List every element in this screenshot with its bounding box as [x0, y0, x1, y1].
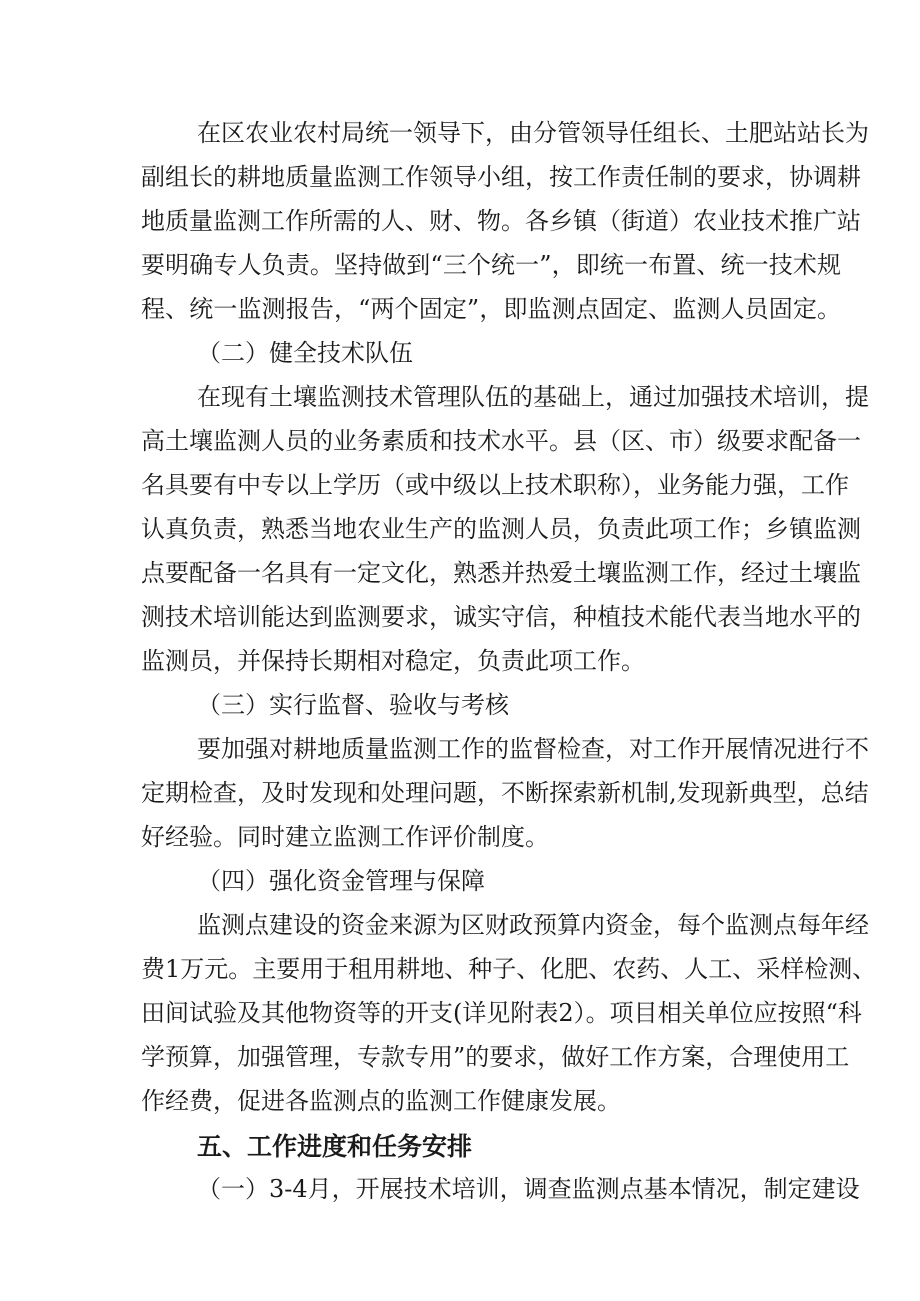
paragraph-line: 学预算，加强管理，专款专用”的要求，做好工作方案，合理使用工: [141, 1043, 850, 1071]
paragraph-line: 监测点建设的资金来源为区财政预算内资金，每个监测点每年经: [197, 911, 869, 939]
paragraph-line: 监测员，并保持长期相对稳定，负责此项工作。: [141, 647, 645, 675]
paragraph-line: 费1万元。主要用于租用耕地、种子、化肥、农药、人工、采样检测、: [141, 955, 877, 983]
paragraph-line: 程、统一监测报告，“两个固定”，即监测点固定、监测人员固定。: [141, 295, 841, 323]
paragraph-line: 高土壤监测人员的业务素质和技术水平。县（区、市）级要求配备一: [141, 427, 861, 455]
paragraph-line: 好经验。同时建立监测工作评价制度。: [141, 823, 549, 851]
paragraph-line: 名具要有中专以上学历（或中级以上技术职称），业务能力强，工作: [141, 471, 849, 499]
paragraph-line: 测技术培训能达到监测要求，诚实守信，种植技术能代表当地水平的: [141, 603, 861, 631]
paragraph-line: 地质量监测工作所需的人、财、物。各乡镇（街道）农业技术推广站: [141, 207, 861, 235]
paragraph-line: 点要配备一名具有一定文化，熟悉并热爱土壤监测工作，经过土壤监: [141, 559, 861, 587]
section-subheading: （三）实行监督、验收与考核: [197, 691, 509, 719]
paragraph-line: 定期检查，及时发现和处理问题，不断探索新机制,发现新典型，总结: [141, 779, 869, 807]
section-subheading: （四）强化资金管理与保障: [197, 867, 485, 895]
paragraph-line: 作经费，促进各监测点的监测工作健康发展。: [141, 1087, 621, 1115]
section-subheading: （二）健全技术队伍: [197, 339, 413, 367]
paragraph-line: 在区农业农村局统一领导下，由分管领导任组长、土肥站站长为: [197, 119, 869, 147]
paragraph-line: 副组长的耕地质量监测工作领导小组，按工作责任制的要求，协调耕: [141, 163, 861, 191]
paragraph-line: 在现有土壤监测技术管理队伍的基础上，通过加强技术培训，提: [197, 383, 869, 411]
paragraph-line: 要明确专人负责。坚持做到“三个统一”，即统一布置、统一技术规: [141, 251, 841, 279]
section-heading: 五、工作进度和任务安排: [197, 1132, 473, 1161]
paragraph-line: （一）3-4月，开展技术培训，调查监测点基本情况，制定建设: [197, 1175, 860, 1203]
paragraph-line: 田间试验及其他物资等的开支(详见附表2）。项目相关单位应按照“科: [141, 999, 862, 1027]
paragraph-line: 认真负责，熟悉当地农业生产的监测人员，负责此项工作；乡镇监测: [141, 515, 861, 543]
paragraph-line: 要加强对耕地质量监测工作的监督检查，对工作开展情况进行不: [197, 735, 869, 763]
